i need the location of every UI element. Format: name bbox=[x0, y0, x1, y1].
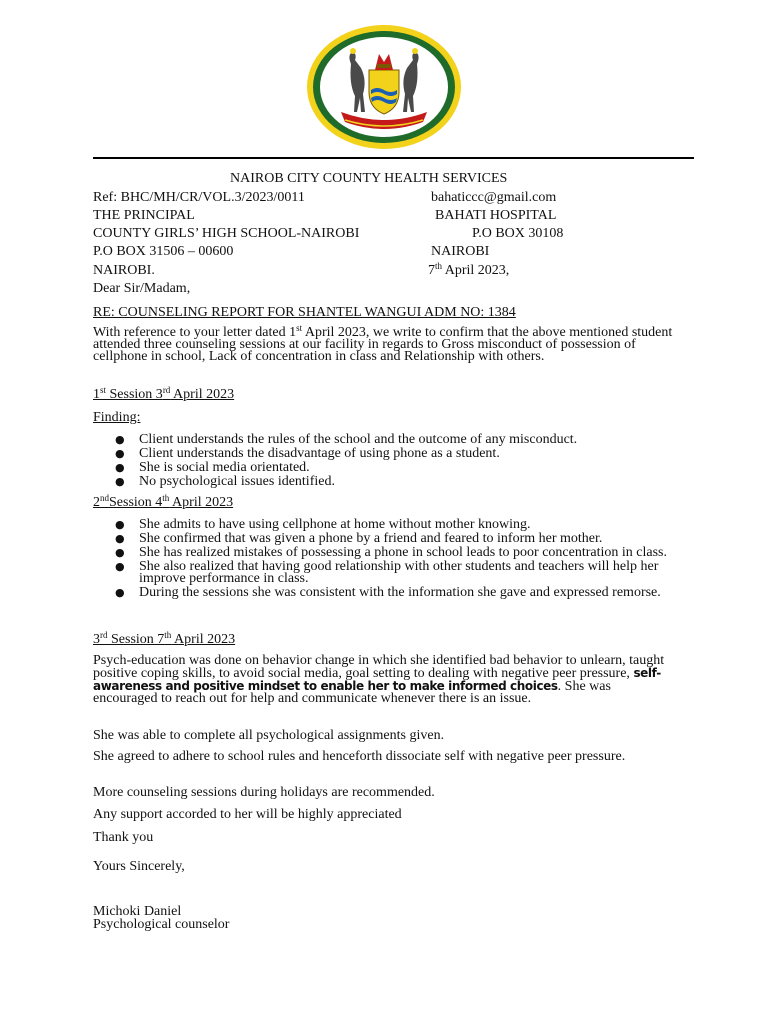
org-name: NAIROB CITY COUNTY HEALTH SERVICES bbox=[230, 171, 508, 186]
thanks: Thank you bbox=[93, 830, 154, 845]
header-divider bbox=[93, 157, 694, 159]
signatory-name: Michoki Daniel bbox=[93, 904, 182, 919]
bullet-icon: ● bbox=[115, 433, 125, 446]
salutation: Dear Sir/Madam, bbox=[93, 281, 191, 296]
recipient-line-2: COUNTY GIRLS’ HIGH SCHOOL-NAIROBI bbox=[93, 226, 360, 241]
list-item: ● She admits to have using cellphone at home without mother knowing. bbox=[115, 517, 531, 532]
sender-line-2: P.O BOX 30108 bbox=[472, 226, 564, 241]
recipient-line-4: NAIROBI. bbox=[93, 263, 155, 278]
list-item: ● She confirmed that was given a phone by a friend and feared to inform her mother. bbox=[115, 531, 603, 546]
list-item: ● Client understands the rules of the school and the outcome of any misconduct. bbox=[115, 432, 578, 447]
letter-date: 7th April 2023, bbox=[428, 261, 510, 278]
recipient-line-1: THE PRINCIPAL bbox=[93, 208, 195, 223]
session-1-findings bbox=[93, 434, 683, 490]
session-2-heading: 2ndSession 4th April 2023 bbox=[93, 493, 234, 510]
list-item: ● She is social media orientated. bbox=[115, 460, 310, 475]
closing-paragraph-2: She agreed to adhere to school rules and henceforth dissociate self with negative peer pressure. bbox=[93, 749, 626, 764]
bullet-icon: ● bbox=[115, 461, 125, 474]
session-3-heading: 3rd Session 7th April 2023 bbox=[93, 630, 236, 647]
closing-paragraph-3: More counseling sessions during holidays are recommended. bbox=[93, 785, 435, 800]
recipient-line-3: P.O BOX 31506 – 00600 bbox=[93, 244, 234, 259]
list-item: ● She also realized that having good relationship with other students and teachers will help her improve performance in class. bbox=[115, 559, 659, 586]
sender-email: bahaticcc@gmail.com bbox=[431, 190, 557, 205]
closing-paragraph-4: Any support accorded to her will be highly appreciated bbox=[93, 807, 402, 822]
subject-line: RE: COUNSELING REPORT FOR SHANTEL WANGUI ADM NO: 1384 bbox=[93, 305, 516, 320]
closing-paragraph-1: She was able to complete all psychological assignments given. bbox=[93, 728, 445, 743]
reference-number: Ref: BHC/MH/CR/VOL.3/2023/0011 bbox=[93, 190, 305, 205]
bullet-icon: ● bbox=[115, 518, 125, 531]
intro-paragraph: With reference to your letter dated 1st April 2023, we write to confirm that the above mentioned student attended three counseling sessions at our facility in regards to Gross misconduct of possession of cellphone in school, Lack of concentration in class and Relationship with others. bbox=[93, 323, 673, 364]
sender-line-1: BAHATI HOSPITAL bbox=[435, 208, 557, 223]
bullet-icon: ● bbox=[115, 586, 125, 599]
session-3-paragraph: Psych-education was done on behavior change in which she identified bad behavior to unlearn, taught positive coping skills, to avoid social media, goal setting to dealing with negative peer pressure, self-awareness and positive mindset to enable her to make informed choices. She was encouraged to reach out for help and communicate whenever there is an issue. bbox=[93, 653, 665, 706]
list-item: ● During the sessions she was consistent with the information she gave and expressed remorse. bbox=[115, 585, 661, 600]
county-seal-logo bbox=[305, 24, 463, 150]
signatory-title: Psychological counselor bbox=[93, 917, 230, 932]
session-1-heading: 1st Session 3rd April 2023 bbox=[93, 385, 235, 402]
session-2-findings bbox=[93, 519, 683, 601]
list-item: ● She has realized mistakes of possessing a phone in school leads to poor concentration in class. bbox=[115, 545, 667, 560]
bullet-icon: ● bbox=[115, 532, 125, 545]
bullet-icon: ● bbox=[115, 560, 125, 573]
bullet-icon: ● bbox=[115, 546, 125, 559]
sender-line-3: NAIROBI bbox=[431, 244, 490, 259]
list-item: ● Client understands the disadvantage of using phone as a student. bbox=[115, 446, 500, 461]
list-item: ● No psychological issues identified. bbox=[115, 474, 335, 489]
bullet-icon: ● bbox=[115, 447, 125, 460]
sign-off: Yours Sincerely, bbox=[93, 859, 185, 874]
bullet-icon: ● bbox=[115, 475, 125, 488]
finding-label: Finding: bbox=[93, 410, 141, 425]
